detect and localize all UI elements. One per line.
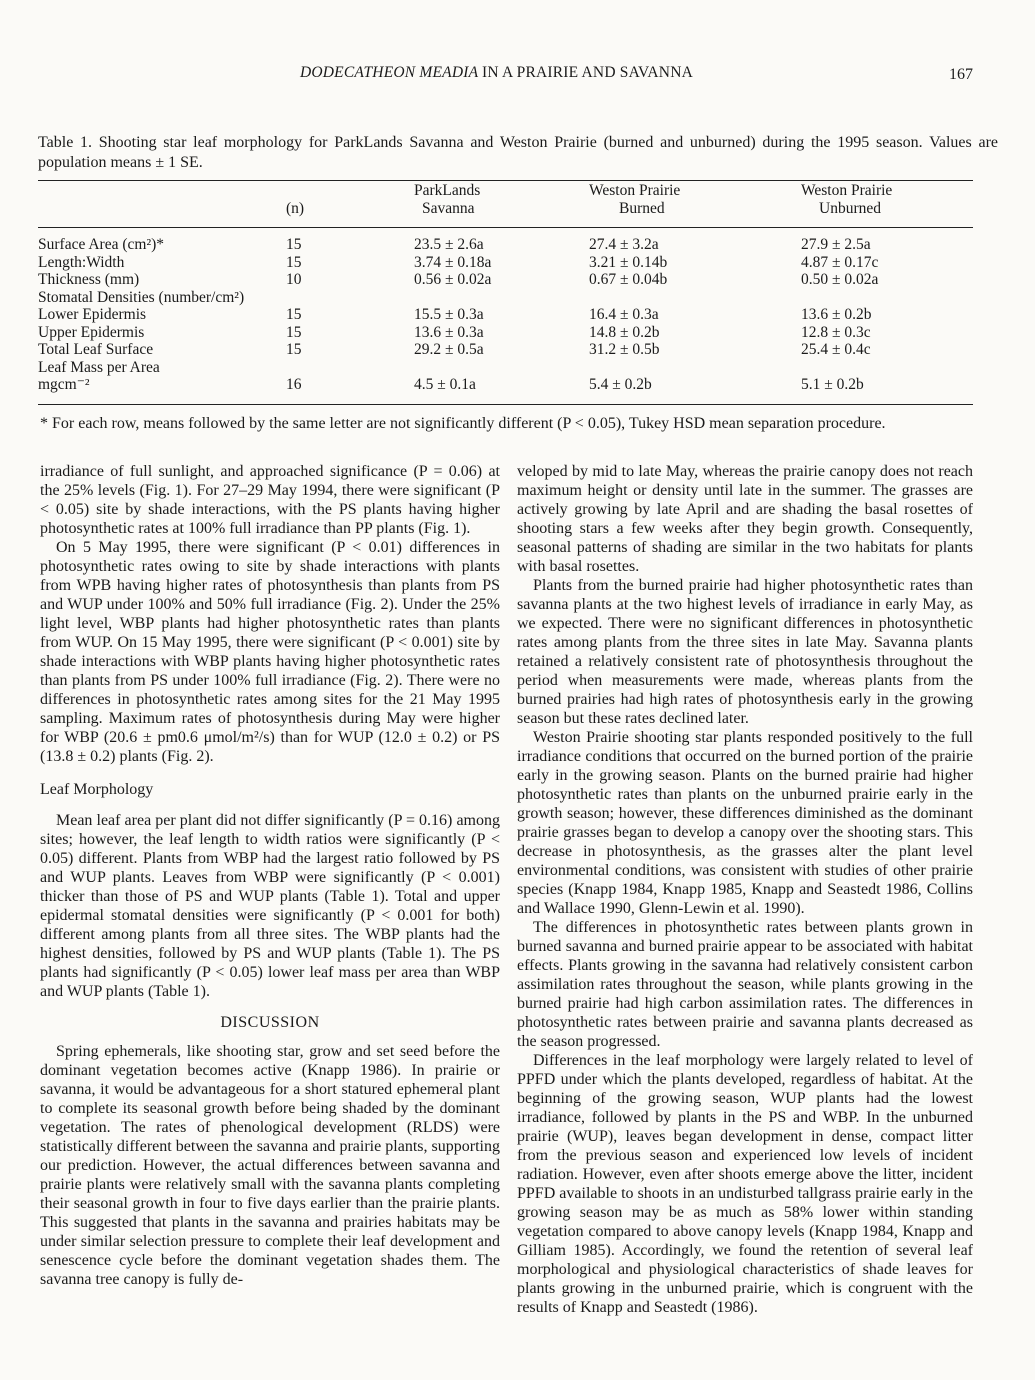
right-text-column (517, 462, 973, 1317)
table-header-rule (38, 227, 973, 228)
table-header-savanna (414, 182, 589, 226)
section-heading-leaf-morphology: Leaf Morphology (40, 781, 154, 798)
row-burned: 5.4 ± 0.2b (589, 376, 652, 393)
table-footnote: * For each row, means followed by the same letter are not significantly different (P < 0.05), Tukey HSD mean separation procedure. (40, 415, 886, 432)
row-savanna: 13.6 ± 0.3a (414, 323, 484, 341)
row-unburned: 12.8 ± 0.3c (801, 323, 871, 341)
row-savanna: 4.5 ± 0.1a (414, 376, 476, 393)
table-header-n (286, 182, 414, 226)
left-text-column (40, 462, 500, 1289)
row-burned: 0.67 ± 0.04b (589, 271, 668, 288)
table-top-rule (38, 180, 973, 181)
row-burned: 31.2 ± 0.5b (589, 341, 660, 358)
paragraph: Mean leaf area per plant did not differ significantly (P = 0.16) among sites; however, the leaf length to width ratios were significantly (P < 0.05) different. Plants from WBP had the largest ratio followed by PS and WUP plants. Leaves from WBP were significantly (P < 0.001) thicker than those of PS and WUP plants (Table 1). Total and upper epidermal stomatal densities were significantly (P < 0.001 for both) different among plants from all three sites. The WBP plants had the highest densities, followed by PS and WUP plants (Table 1). The PS plants had significantly (P < 0.05) lower leaf mass per area than WBP and WUP plants (Table 1). (40, 812, 500, 1000)
row-savanna: 23.5 ± 2.6a (414, 236, 484, 253)
row-n: 15 (286, 323, 302, 341)
paragraph: irradiance of full sunlight, and approached significance (P = 0.06) at the 25% levels (Fig. 1). For 27–29 May 1994, there were significant (P < 0.05) site by shade interactions, with the PS plants having higher photosynthetic rates at 100% full irradiance than PP plants (Fig. 1). (40, 463, 500, 537)
running-title-species: DODECATHEON MEADIA (300, 64, 478, 81)
paragraph: Weston Prairie shooting star plants responded positively to the full irradiance conditions that occurred on the burned portion of the prairie early in the growing season. Plants on the burned prairie had higher photosynthetic rates than plants on the unburned prairie early in the growth season; however, these differences diminished as the dominant prairie grasses began to develop a canopy over the shooting stars. This decrease in photosynthesis, as the grasses alter the plant level environmental conditions, was consistent with studies of other prairie species (Knapp 1984, Knapp 1985, Knapp and Seastedt 1986, Collins and Wallace 1990, Glenn-Lewin et al. 1990). (517, 729, 973, 917)
row-label: mgcm⁻² (38, 376, 90, 393)
row-burned: 16.4 ± 0.3a (589, 306, 659, 323)
table-row (38, 359, 973, 377)
table-row (38, 306, 973, 324)
row-unburned: 27.9 ± 2.5a (801, 236, 871, 253)
row-savanna: 3.74 ± 0.18a (414, 253, 492, 271)
row-burned: 3.21 ± 0.14b (589, 253, 668, 271)
section-heading-discussion: DISCUSSION (220, 1014, 320, 1031)
row-savanna: 0.56 ± 0.02a (414, 271, 492, 288)
row-n: 10 (286, 271, 302, 288)
table-row (38, 271, 973, 289)
table-header-burned (589, 182, 801, 226)
running-title-rest: IN A PRAIRIE AND SAVANNA (482, 64, 693, 81)
row-unburned: 5.1 ± 0.2b (801, 376, 864, 393)
row-n: 15 (286, 306, 302, 323)
row-unburned: 25.4 ± 0.4c (801, 341, 871, 358)
col-burned-line2: Burned (619, 199, 665, 217)
row-label: Thickness (mm) (38, 271, 140, 288)
col-unburned-line1: Weston Prairie (801, 182, 893, 199)
row-unburned: 13.6 ± 0.2b (801, 306, 872, 323)
table-row (38, 254, 973, 272)
morphology-table (38, 182, 973, 398)
table-header-unburned (801, 182, 973, 226)
row-n: 15 (286, 341, 302, 358)
row-savanna: 15.5 ± 0.3a (414, 306, 484, 323)
col-unburned-line2: Unburned (819, 199, 881, 217)
row-label: Total Leaf Surface (38, 341, 154, 358)
row-n: 15 (286, 236, 302, 253)
paragraph: Spring ephemerals, like shooting star, grow and set seed before the dominant vegetation becomes active (Knapp 1986). In prairie or savanna, it would be advantageous for a short statured ephemeral plant to complete its seasonal growth before being shaded by the dominant vegetation. The rates of phenological development (RLDS) were statistically different between the savanna and prairie plants, supporting our prediction. However, the actual differences between savanna and prairie plants were relatively small with the savanna plants completing their seasonal growth in four to five days earlier than the prairie plants. This suggested that plants in the savanna and prairies habitats may be under similar selection pressure to complete their leaf development and senescence cycle before the dominant vegetation shades them. The savanna tree canopy is fully de- (40, 1043, 500, 1288)
row-label: Surface Area (cm²)* (38, 236, 164, 253)
table-caption: Table 1. Shooting star leaf morphology for ParkLands Savanna and Weston Prairie (burned and unburned) during the 1995 season. Values are population means ± 1 SE. (38, 134, 998, 171)
table-row (38, 289, 973, 307)
table-header-blank (38, 182, 286, 226)
row-unburned: 4.87 ± 0.17c (801, 253, 879, 271)
page-number: 167 (949, 66, 973, 83)
col-n-line2: (n) (286, 199, 305, 217)
col-savanna-line1: ParkLands (414, 182, 481, 199)
row-n: 15 (286, 253, 302, 271)
paragraph: Differences in the leaf morphology were largely related to level of PPFD under which the plants developed, regardless of habitat. At the beginning of the growing season, WUP plants had the lowest irradiance, followed by plants in the PS and WBP. In the unburned prairie (WUP), leaves began development in dense, compact litter from the previous season and experienced low levels of incident radiation. However, even after shoots emerge above the litter, incident PPFD available to shoots in an undisturbed tallgrass prairie early in the growing season may be as much as 58% lower within standing vegetation compared to above canopy levels (Knapp 1984, Knapp and Gilliam 1985). Accordingly, we found the retention of several leaf morphological and physiological characteristics of shade leaves for plants growing in the unburned prairie, which is congruent with the results of Knapp and Seastedt (1986). (517, 1052, 973, 1316)
table-row (38, 376, 973, 398)
table-bottom-rule (38, 404, 973, 405)
col-savanna-line2: Savanna (422, 199, 475, 217)
paragraph: veloped by mid to late May, whereas the prairie canopy does not reach maximum height or density until late in the summer. The grasses are actively growing by late April and are shading the basal rosettes of shooting stars a few weeks after they begin growth. Consequently, seasonal patterns of shading are similar in the two habitats for plants with basal rosettes. (517, 463, 973, 575)
row-label: Lower Epidermis (38, 306, 147, 323)
row-burned: 27.4 ± 3.2a (589, 236, 659, 253)
row-label: Upper Epidermis (38, 323, 145, 341)
row-n: 16 (286, 376, 302, 393)
row-label: Stomatal Densities (number/cm²) (38, 288, 245, 306)
row-burned: 14.8 ± 0.2b (589, 323, 660, 341)
row-label: Length:Width (38, 253, 125, 271)
table-row (38, 324, 973, 342)
running-head (300, 64, 693, 82)
row-unburned: 0.50 ± 0.02a (801, 271, 879, 288)
table-row (38, 226, 973, 254)
col-burned-line1: Weston Prairie (589, 182, 681, 199)
paragraph: Plants from the burned prairie had higher photosynthetic rates than savanna plants at the two highest levels of irradiance in early May, as we expected. There were no significant differences in photosynthetic rates among plants from the three sites in late May. Savanna plants retained a relatively consistent rate of photosynthesis throughout the period when measurements were made, whereas plants from the burned prairies had high rates of photosynthesis early in the growing season but these rates declined later. (517, 577, 973, 727)
row-label: Leaf Mass per Area (38, 358, 160, 376)
table-row (38, 341, 973, 359)
row-savanna: 29.2 ± 0.5a (414, 341, 484, 358)
paragraph: The differences in photosynthetic rates between plants grown in burned savanna and burned prairie appear to be associated with habitat effects. Plants growing in the savanna had relatively consistent carbon assimilation rates throughout the season, while plants growing in the burned prairie had high carbon assimilation rates. The differences in photosynthetic rates between prairie and savanna plants decreased as the season progressed. (517, 919, 973, 1050)
table-header-row (38, 182, 973, 226)
paragraph: On 5 May 1995, there were significant (P < 0.01) differences in photosynthetic rates owing to site by shade interactions with plants from WPB having higher rates of photosynthesis than plants from PS and WUP under 100% and 50% full irradiance (Fig. 2). Under the 25% light level, WBP plants had higher photosynthetic rates than plants from WUP. On 15 May 1995, there were significant (P < 0.001) site by shade interactions with WBP plants having higher photosynthetic rates than plants from PS under 100% full irradiance (Fig. 2). There were no differences in photosynthetic rates among sites for the 21 May 1995 sampling. Maximum rates of photosynthesis during May were higher for WBP (20.6 ± pm0.6 μmol/m²/s) than for WUP (12.0 ± 0.2) or PS (13.8 ± 0.2) plants (Fig. 2). (40, 539, 500, 765)
